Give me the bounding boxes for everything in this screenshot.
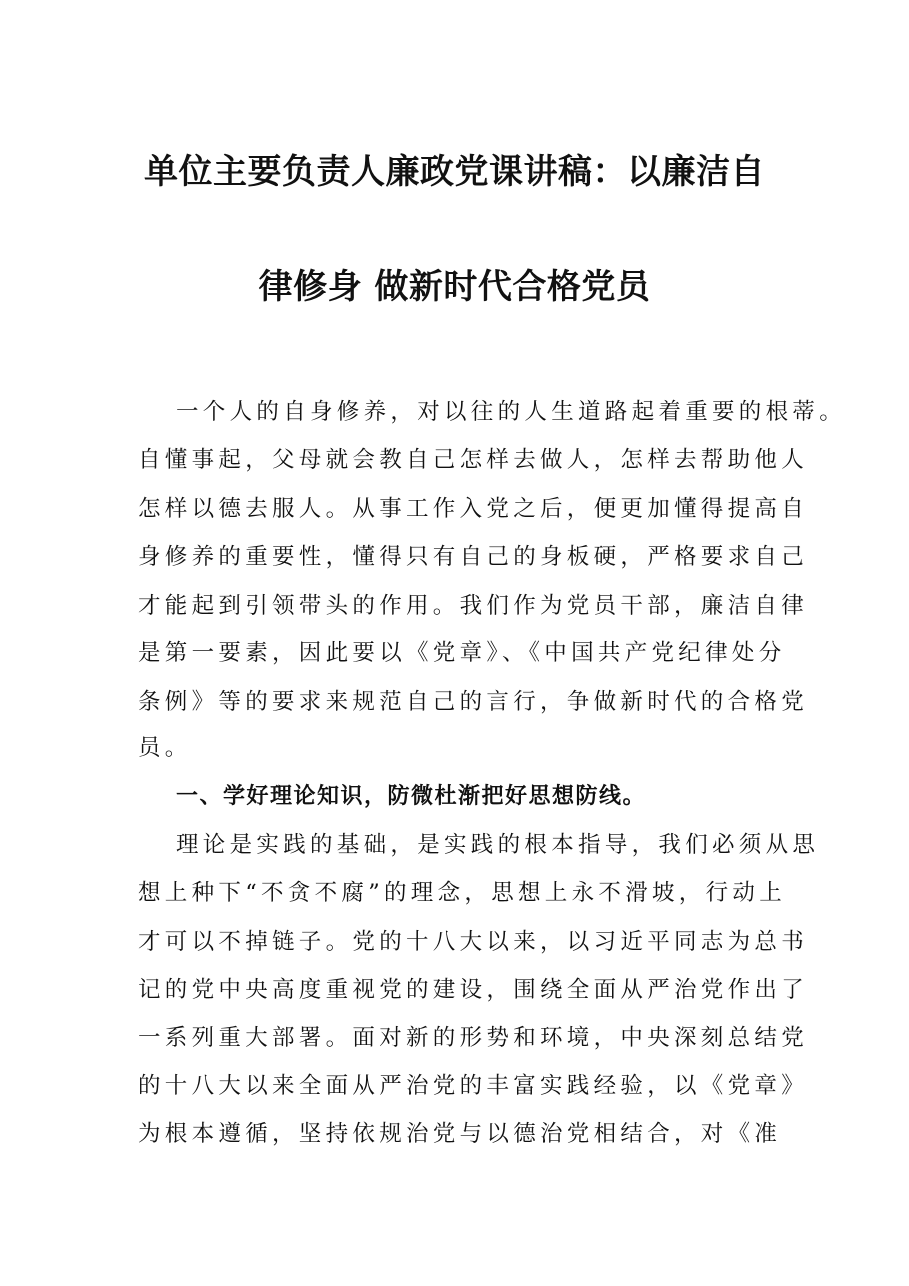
paragraph-1-line-2: 自懂事起，父母就会教自己怎样去做人，怎样去帮助他人	[138, 447, 809, 473]
paragraph-1-line-1: 一个人的自身修养，对以往的人生道路起着重要的根蒂。	[176, 399, 847, 425]
paragraph-2-line-1: 理论是实践的基础，是实践的根本指导，我们必须从思	[176, 832, 820, 858]
paragraph-1-line-5: 才能起到引领带头的作用。我们作为党员干部，廉洁自律	[138, 593, 809, 619]
paragraph-2-line-4: 记的党中央高度重视党的建设，围绕全面从严治党作出了	[138, 977, 809, 1003]
paragraph-1-line-8: 员。	[138, 735, 192, 761]
paragraph-2-line-2: 想上种下“不贪不腐”的理念，思想上永不滑坡，行动上	[138, 880, 787, 906]
document-title-line-1: 单位主要负责人廉政党课讲稿：以廉洁自	[144, 152, 765, 192]
paragraph-1-line-3: 怎样以德去服人。从事工作入党之后，便更加懂得提高自	[138, 496, 809, 522]
paragraph-2-line-3: 才可以不掉链子。党的十八大以来，以习近平同志为总书	[138, 929, 809, 955]
paragraph-1-line-4: 身修养的重要性，懂得只有自己的身板硬，严格要求自己	[138, 544, 809, 570]
section-1-heading: 一、学好理论知识，防微杜渐把好思想防线。	[176, 784, 647, 809]
document-title-line-2: 律修身 做新时代合格党员	[258, 267, 651, 307]
paragraph-1-line-7: 条例》等的要求来规范自己的言行，争做新时代的合格党	[138, 689, 809, 715]
paragraph-2-line-6: 的十八大以来全面从严治党的丰富实践经验，以《党章》	[138, 1073, 809, 1099]
paragraph-1-line-6: 是第一要素，因此要以《党章》、《中国共产党纪律处分	[138, 640, 786, 666]
paragraph-2-line-7: 为根本遵循，坚持依规治党与以德治党相结合，对《准	[138, 1121, 782, 1147]
paragraph-2-line-5: 一系列重大部署。面对新的形势和环境，中央深刻总结党	[138, 1025, 809, 1051]
